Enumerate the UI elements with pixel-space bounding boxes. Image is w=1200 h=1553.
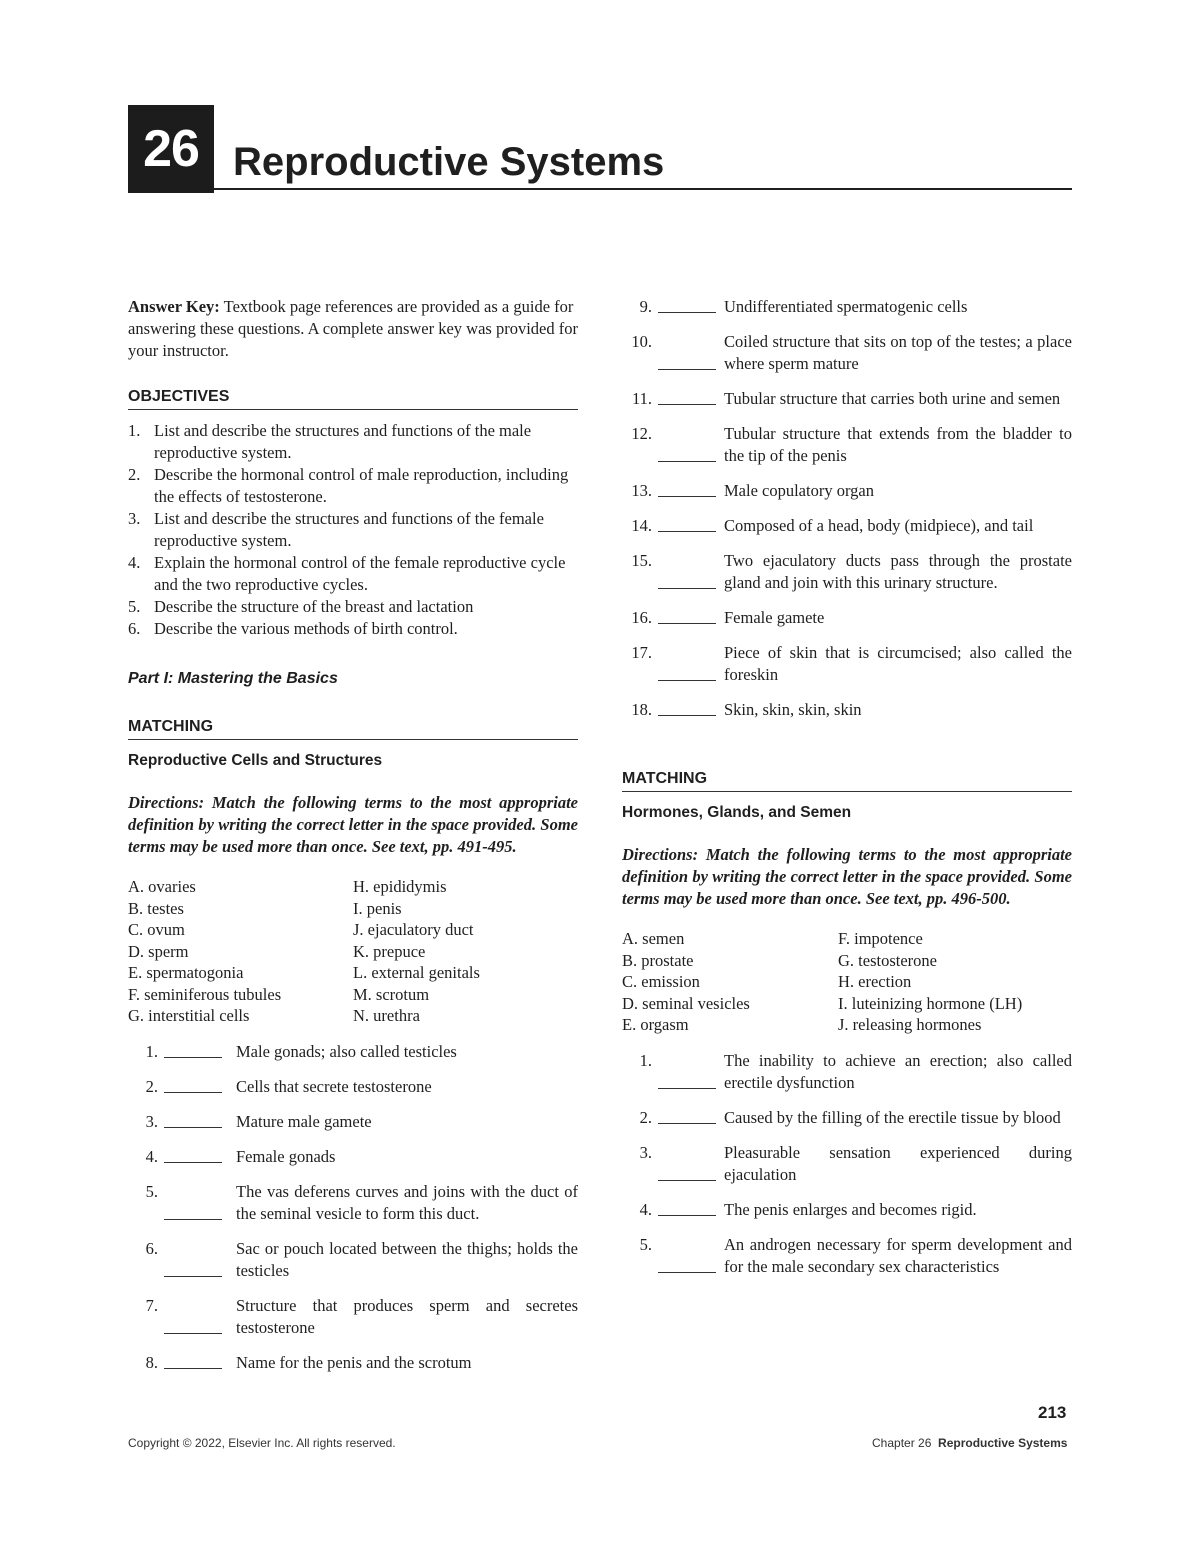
question-number: 13. [631,481,652,500]
term-item: I. penis [353,898,402,918]
question-number: 14. [631,516,652,535]
copyright-notice: Copyright © 2022, Elsevier Inc. All rights reserved. [128,1436,396,1450]
term-item: A. semen [622,929,685,948]
matching-heading: MATCHING [128,716,578,740]
question-item [622,1050,1072,1094]
answer-blank[interactable] [164,1076,236,1098]
answer-blank[interactable] [658,480,724,502]
question-item [128,1181,578,1225]
question-text: An androgen necessary for sperm development and for the male secondary sex characteristics [724,1234,1072,1276]
question-item [128,1111,578,1133]
objective-item [128,420,578,464]
question-item [128,1076,578,1098]
answer-blank[interactable] [658,1199,724,1221]
question-item [622,480,1072,502]
term-item: H. erection [838,972,912,991]
answer-blank[interactable] [164,1238,236,1282]
answer-key-label: Answer Key: [128,297,220,316]
question-number: 12. [631,424,652,443]
chapter-title: Reproductive Systems [233,140,665,184]
answer-blank[interactable] [658,642,724,686]
term-item: G. testosterone [838,950,937,970]
objective-number: 1. [128,421,141,440]
question-number: 6. [145,1238,158,1258]
question-text: Female gamete [724,608,825,627]
question-text: Piece of skin that is circumcised; also called the foreskin [724,643,1072,684]
footer-chapter-title: Reproductive Systems [938,1436,1068,1450]
question-text: Name for the penis and the scrotum [236,1352,472,1372]
question-text: Undifferentiated spermatogenic cells [724,297,968,316]
term-item: C. ovum [128,920,185,939]
matching-subheading: Hormones, Glands, and Semen [622,804,852,821]
matching-directions: Directions: Match the following terms to the most appropriate definition by writing the correct letter in the space provided. Some terms may be used more than once. See text, pp. 496-500. [622,845,1072,908]
question-text: The penis enlarges and becomes rigid. [724,1199,977,1219]
chapter-number-box [128,105,214,193]
objective-text: Describe the various methods of birth control. [154,619,458,638]
term-item: J. ejaculatory duct [353,920,474,939]
answer-blank[interactable] [658,515,724,537]
objective-number: 6. [128,619,141,638]
answer-blank[interactable] [658,388,724,410]
answer-blank[interactable] [658,1234,724,1278]
question-item [622,1199,1072,1221]
question-text: The vas deferens curves and joins with the duct of the seminal vesicle to form this duct. [236,1181,578,1223]
term-list [622,928,1072,1036]
right-column [622,296,1072,1291]
objective-number: 2. [128,465,141,484]
question-number: 3. [145,1111,158,1131]
matching-heading: MATCHING [622,768,1072,792]
answer-blank[interactable] [658,296,724,318]
question-text: Skin, skin, skin, skin [724,700,862,719]
term-item: E. spermatogonia [128,963,244,982]
answer-blank[interactable] [658,423,724,467]
objective-item [128,464,578,508]
question-item [622,331,1072,375]
page-number: 213 [1038,1403,1067,1422]
objectives-heading: OBJECTIVES [128,386,578,410]
question-number: 8. [145,1352,158,1372]
question-text: Female gonads [236,1146,336,1166]
objective-item [128,596,578,618]
question-text: Pleasurable sensation experienced during ejaculation [724,1142,1072,1184]
question-number: 1. [145,1041,158,1061]
answer-blank[interactable] [658,1142,724,1186]
objective-item [128,552,578,596]
running-footer [872,1436,1067,1450]
objective-number: 3. [128,509,141,528]
term-item: G. interstitial cells [128,1006,250,1025]
question-number: 5. [145,1181,158,1201]
term-item: N. urethra [353,1006,420,1025]
question-number: 9. [639,297,652,316]
question-item [622,607,1072,629]
term-item: J. releasing hormones [838,1015,982,1034]
question-number: 1. [639,1050,652,1070]
answer-blank[interactable] [658,699,724,721]
question-text: Mature male gamete [236,1111,372,1131]
question-item [128,1295,578,1339]
part-heading: Part I: Mastering the Basics [128,670,338,687]
objective-text: Describe the structure of the breast and lactation [154,597,474,616]
question-number: 2. [639,1107,652,1127]
answer-blank[interactable] [164,1111,236,1133]
footer-chapter-label: Chapter 26 [872,1436,932,1450]
question-text: Coiled structure that sits on top of the testes; a place where sperm mature [724,332,1072,373]
answer-blank[interactable] [658,331,724,375]
term-item: A. ovaries [128,877,196,896]
question-number: 2. [145,1076,158,1096]
question-item [622,699,1072,721]
term-item: M. scrotum [353,984,430,1004]
answer-blank[interactable] [658,550,724,594]
question-item [128,1146,578,1168]
term-item: H. epididymis [353,877,447,896]
answer-key-text: Textbook page references are provided as a guide for answering these questions. A complete answer key was provided for your instructor. [128,297,578,360]
question-number: 11. [631,389,652,408]
question-text: Two ejaculatory ducts pass through the prostate gland and join with this urinary structure. [724,551,1072,592]
answer-key-note [128,296,578,362]
question-item [622,550,1072,594]
chapter-number: 26 [143,120,199,178]
term-item: D. sperm [128,941,189,961]
term-item: B. prostate [622,950,694,970]
term-item: F. seminiferous tubules [128,984,282,1004]
matching-directions: Directions: Match the following terms to the most appropriate definition by writing the correct letter in the space provided. Some terms may be used more than once. See text, pp. 491-495. [128,793,578,856]
term-item: D. seminal vesicles [622,993,750,1013]
objective-text: Explain the hormonal control of the female reproductive cycle and the two reproductive cycles. [154,553,566,594]
answer-blank[interactable] [164,1295,236,1339]
objective-item [128,508,578,552]
question-number: 15. [631,551,652,570]
question-text: Caused by the filling of the erectile tissue by blood [724,1107,1061,1127]
answer-blank[interactable] [164,1352,236,1374]
question-number: 3. [639,1142,652,1162]
question-item [128,1352,578,1374]
question-number: 4. [145,1146,158,1166]
question-item [622,1142,1072,1186]
term-item: E. orgasm [622,1015,689,1034]
answer-blank[interactable] [164,1041,236,1063]
matching-subheading: Reproductive Cells and Structures [128,752,383,769]
question-text: The inability to achieve an erection; also called erectile dysfunction [724,1050,1072,1092]
term-item: I. luteinizing hormone (LH) [838,993,1023,1013]
term-item: K. prepuce [353,941,426,961]
question-text: Structure that produces sperm and secretes testosterone [236,1295,578,1337]
objective-number: 4. [128,553,141,572]
question-number: 4. [639,1199,652,1219]
left-column [128,296,578,1387]
objective-number: 5. [128,597,141,616]
question-text: Sac or pouch located between the thighs; holds the testicles [236,1238,578,1280]
question-number: 10. [631,332,652,351]
question-item [622,515,1072,537]
spacer [622,734,1072,768]
objective-item [128,618,578,640]
question-text: Tubular structure that extends from the bladder to the tip of the penis [724,424,1072,465]
term-item: L. external genitals [353,963,480,982]
answer-blank[interactable] [658,607,724,629]
question-item [622,1107,1072,1129]
term-item: F. impotence [838,929,923,948]
question-number: 17. [631,643,652,662]
question-item [622,1234,1072,1278]
question-number: 7. [145,1295,158,1315]
question-number: 18. [631,700,652,719]
question-item [622,423,1072,467]
question-item [622,296,1072,318]
term-item: B. testes [128,898,184,918]
answer-blank[interactable] [658,1050,724,1094]
title-rule [214,188,1072,190]
answer-blank[interactable] [164,1146,236,1168]
term-list [128,876,578,1027]
question-text: Tubular structure that carries both urine and semen [724,389,1061,408]
question-item [128,1238,578,1282]
question-text: Male copulatory organ [724,481,874,500]
objective-text: List and describe the structures and functions of the female reproductive system. [154,509,544,550]
objective-text: Describe the hormonal control of male reproduction, including the effects of testosterone. [154,465,569,506]
answer-blank[interactable] [658,1107,724,1129]
question-text: Cells that secrete testosterone [236,1076,432,1096]
answer-blank[interactable] [164,1181,236,1225]
question-item [622,642,1072,686]
term-item: C. emission [622,972,700,991]
objectives-list [128,420,578,640]
question-item [622,388,1072,410]
question-number: 16. [631,608,652,627]
question-number: 5. [639,1234,652,1254]
question-item [128,1041,578,1063]
objective-text: List and describe the structures and functions of the male reproductive system. [154,421,532,462]
question-text: Male gonads; also called testicles [236,1041,457,1061]
question-text: Composed of a head, body (midpiece), and tail [724,516,1034,535]
